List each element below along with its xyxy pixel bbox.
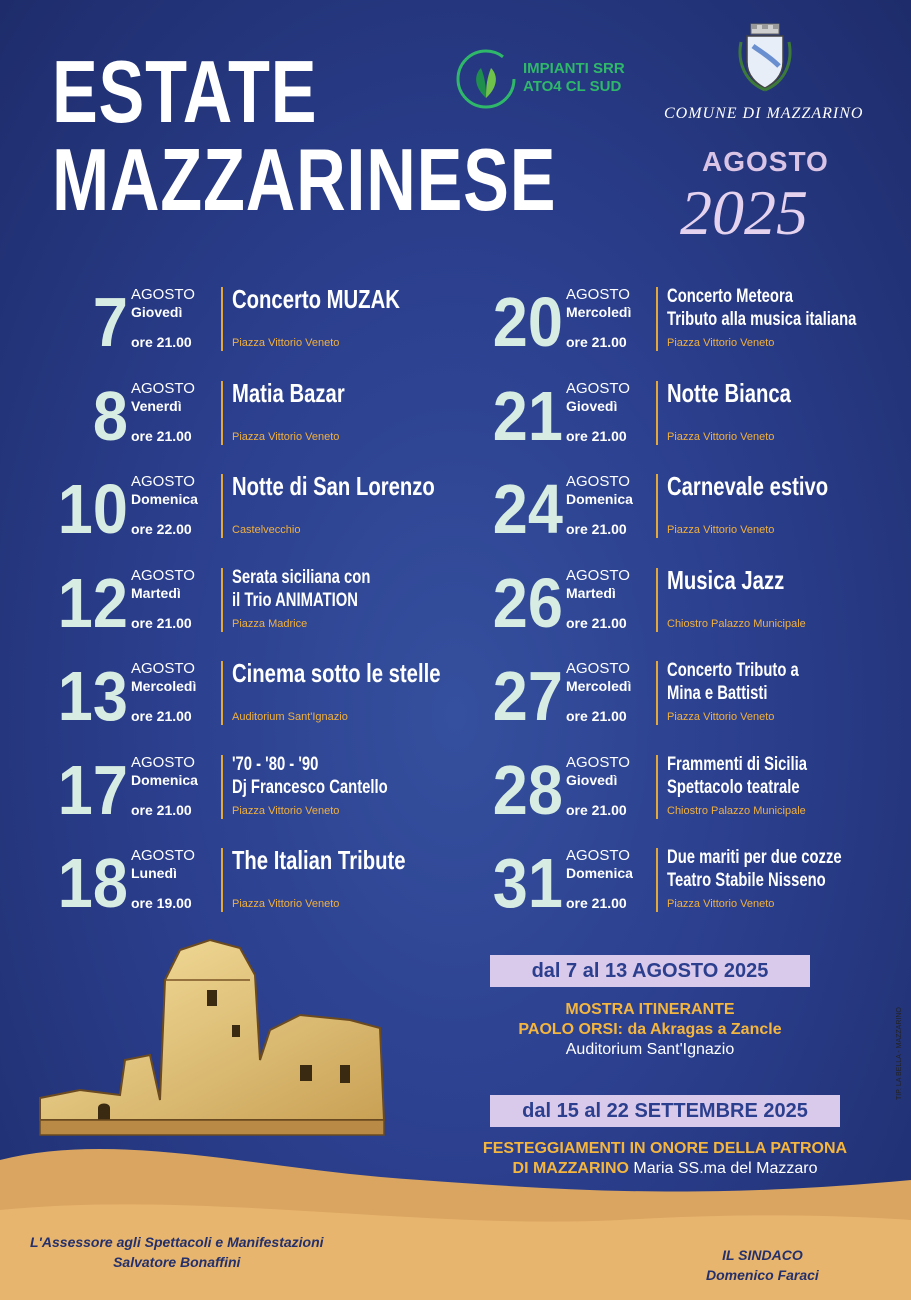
event-time: ore 19.00 — [131, 895, 192, 911]
exhibit-date-banner: dal 7 al 13 AGOSTO 2025 — [490, 955, 810, 987]
event-separator — [221, 381, 223, 445]
event-weekday: Giovedì — [566, 397, 618, 414]
event-venue: Piazza Vittorio Veneto — [232, 430, 340, 443]
sindaco-title: IL SINDACO — [722, 1247, 803, 1263]
event-month: AGOSTO — [131, 753, 195, 771]
event-title-line-1: The Italian Tribute — [232, 845, 406, 875]
comune-label: COMUNE DI MAZZARINO — [664, 105, 864, 122]
event-month: AGOSTO — [566, 379, 630, 397]
event-separator — [656, 287, 658, 351]
event-day-number: 8 — [92, 376, 128, 455]
event-month: AGOSTO — [131, 286, 195, 303]
printer-credit: TIP. LA BELLA - MAZZARINO — [896, 1007, 903, 1100]
event-title — [232, 753, 427, 799]
event-time: ore 21.00 — [131, 708, 192, 724]
event-time: ore 21.00 — [131, 801, 192, 818]
event-title — [667, 285, 862, 331]
event-title — [667, 753, 862, 799]
event-venue: Piazza Vittorio Veneto — [232, 337, 340, 349]
event-venue: Chiostro Palazzo Municipale — [667, 804, 806, 817]
event-title — [232, 658, 441, 688]
exhibit-info — [490, 1001, 810, 1059]
festival-line-1: FESTEGGIAMENTI IN ONORE DELLA PATRONA — [482, 1140, 848, 1157]
event-time: ore 21.00 — [566, 708, 627, 724]
event-row — [0, 470, 440, 550]
event-row — [435, 844, 875, 924]
event-title-line-1: Serata siciliana con — [232, 566, 371, 588]
event-time: ore 21.00 — [131, 334, 192, 350]
festival-date-banner: dal 15 al 22 SETTEMBRE 2025 — [490, 1095, 840, 1127]
event-title — [232, 566, 427, 612]
event-weekday: Mercoledì — [566, 304, 632, 320]
event-time: ore 21.00 — [566, 521, 627, 537]
exhibit-line-3: Auditorium Sant'Ignazio — [565, 1041, 735, 1058]
event-title-line-2: Tributo alla musica italiana — [667, 309, 857, 330]
event-weekday: Domenica — [566, 865, 633, 881]
event-title — [667, 846, 862, 892]
assessore-name: Salvatore Bonaffini — [113, 1254, 241, 1270]
assessore-title: L'Assessore agli Spettacoli e Manifestazioni — [30, 1234, 324, 1250]
event-day-number: 26 — [492, 563, 563, 642]
event-title — [667, 472, 862, 500]
event-weekday: Mercoledì — [131, 678, 197, 694]
event-day-number: 13 — [57, 657, 128, 735]
event-time: ore 21.00 — [566, 895, 627, 911]
event-month: AGOSTO — [131, 473, 195, 490]
event-separator — [221, 848, 223, 912]
event-day-number: 17 — [57, 750, 128, 829]
event-separator — [656, 474, 658, 538]
event-venue: Piazza Vittorio Veneto — [667, 711, 775, 723]
event-title — [667, 379, 862, 407]
event-month: AGOSTO — [566, 847, 630, 864]
event-weekday: Martedì — [131, 584, 181, 601]
event-row — [0, 283, 440, 363]
event-title-line-1: Concerto Tributo a — [667, 660, 799, 681]
event-separator — [221, 755, 223, 819]
sindaco-name: Domenico Faraci — [706, 1267, 819, 1283]
event-separator — [656, 568, 658, 632]
event-weekday: Domenica — [131, 771, 198, 788]
festival-line-2-bold: DI MAZZARINO — [512, 1160, 629, 1177]
event-weekday: Domenica — [131, 491, 198, 507]
event-title — [232, 846, 427, 874]
event-month: AGOSTO — [131, 566, 195, 584]
event-title — [232, 471, 435, 501]
event-separator — [656, 755, 658, 819]
event-weekday: Mercoledì — [566, 678, 632, 694]
event-day-number: 18 — [57, 844, 128, 922]
event-venue: Piazza Vittorio Veneto — [667, 337, 775, 349]
exhibit-line-2: PAOLO ORSI: da Akragas a Zancle — [518, 1021, 782, 1038]
event-title — [232, 379, 427, 407]
event-time: ore 21.00 — [131, 427, 192, 444]
srr-logo-line-1: IMPIANTI SRR — [523, 60, 625, 77]
event-title-line-2: Spettacolo teatrale — [667, 776, 800, 798]
event-month: AGOSTO — [566, 473, 630, 490]
event-month: AGOSTO — [566, 286, 630, 303]
event-separator — [221, 568, 223, 632]
event-title-line-2: Dj Francesco Cantello — [232, 776, 388, 798]
event-day-number: 24 — [492, 470, 563, 548]
event-month: AGOSTO — [131, 379, 195, 397]
sindaco-signature — [706, 1245, 819, 1285]
leaf-logo-icon — [455, 48, 517, 110]
event-title — [667, 566, 862, 594]
event-day-number: 20 — [492, 283, 563, 361]
event-row — [0, 564, 440, 644]
event-month: AGOSTO — [566, 660, 630, 677]
event-row — [435, 470, 875, 550]
event-row — [0, 844, 440, 924]
event-title-line-2: il Trio ANIMATION — [232, 589, 358, 611]
title-line-1: ESTATE — [52, 42, 318, 141]
event-title-line-1: Carnevale estivo — [667, 471, 829, 501]
event-venue: Castelvecchio — [232, 524, 301, 536]
event-venue: Piazza Vittorio Veneto — [232, 898, 340, 910]
event-title-line-1: Matia Bazar — [232, 377, 345, 408]
event-day-number: 28 — [492, 750, 563, 829]
event-venue: Piazza Vittorio Veneto — [667, 430, 775, 443]
event-separator — [221, 474, 223, 538]
event-row — [435, 564, 875, 644]
event-time: ore 22.00 — [131, 521, 192, 537]
event-venue: Chiostro Palazzo Municipale — [667, 617, 806, 630]
event-month: AGOSTO — [131, 847, 195, 864]
event-separator — [221, 661, 223, 725]
event-title-line-2: Mina e Battisti — [667, 683, 768, 704]
event-time: ore 21.00 — [566, 427, 627, 444]
event-row — [0, 751, 440, 831]
event-row — [435, 657, 875, 737]
event-weekday: Martedì — [566, 584, 616, 601]
srr-logo — [455, 48, 655, 112]
event-row — [0, 657, 440, 737]
event-month: AGOSTO — [131, 660, 195, 677]
event-title — [667, 659, 862, 705]
title-line-2: MAZZARINESE — [52, 130, 557, 229]
event-venue: Piazza Vittorio Veneto — [667, 898, 775, 910]
event-title-line-1: Notte Bianca — [667, 377, 791, 408]
event-title-line-1: Musica Jazz — [667, 564, 785, 595]
event-day-number: 31 — [492, 844, 563, 922]
event-title-line-1: Cinema sotto le stelle — [232, 658, 441, 688]
event-weekday: Giovedì — [131, 304, 183, 320]
event-day-number: 21 — [492, 376, 563, 455]
festival-line-2-rest: Maria SS.ma del Mazzaro — [628, 1160, 818, 1177]
event-separator — [656, 381, 658, 445]
event-day-number: 10 — [57, 470, 128, 548]
event-weekday: Domenica — [566, 491, 633, 507]
event-day-number: 12 — [57, 563, 128, 642]
municipal-crest-icon — [735, 22, 795, 92]
exhibit-line-1: MOSTRA ITINERANTE — [565, 1001, 735, 1018]
event-separator — [221, 287, 223, 351]
event-weekday: Giovedì — [566, 771, 618, 788]
event-time: ore 21.00 — [566, 614, 627, 631]
assessore-signature — [30, 1232, 324, 1272]
event-day-number: 7 — [92, 283, 128, 361]
event-title — [232, 285, 427, 313]
event-time: ore 21.00 — [131, 614, 192, 631]
event-venue: Piazza Vittorio Veneto — [232, 804, 340, 817]
event-weekday: Venerdì — [131, 397, 182, 414]
month-label: AGOSTO — [702, 146, 829, 177]
event-title-line-1: Notte di San Lorenzo — [232, 471, 435, 501]
event-title-line-1: Frammenti di Sicilia — [667, 753, 808, 775]
event-row — [435, 751, 875, 831]
event-month: AGOSTO — [566, 753, 630, 771]
event-separator — [656, 661, 658, 725]
event-title-line-2: Teatro Stabile Nisseno — [667, 870, 826, 891]
castle-ruins-illustration — [0, 920, 470, 1180]
event-venue: Auditorium Sant'Ignazio — [232, 711, 348, 723]
event-time: ore 21.00 — [566, 334, 627, 350]
event-title-line-1: Concerto MUZAK — [232, 284, 400, 314]
event-separator — [656, 848, 658, 912]
event-title-line-1: Due mariti per due cozze — [667, 847, 842, 868]
event-title-line-1: Concerto Meteora — [667, 286, 793, 307]
srr-logo-line-2: ATO4 CL SUD — [523, 78, 622, 95]
event-venue: Piazza Vittorio Veneto — [667, 524, 775, 536]
event-venue: Piazza Madrice — [232, 617, 308, 630]
event-day-number: 27 — [492, 657, 563, 735]
event-title-line-1: '70 - '80 - '90 — [232, 753, 319, 775]
event-time: ore 21.00 — [566, 801, 627, 818]
event-row — [435, 283, 875, 363]
event-month: AGOSTO — [566, 566, 630, 584]
event-row — [435, 377, 875, 457]
year-label: 2025 — [680, 177, 808, 248]
event-weekday: Lunedì — [131, 865, 177, 881]
event-row — [0, 377, 440, 457]
